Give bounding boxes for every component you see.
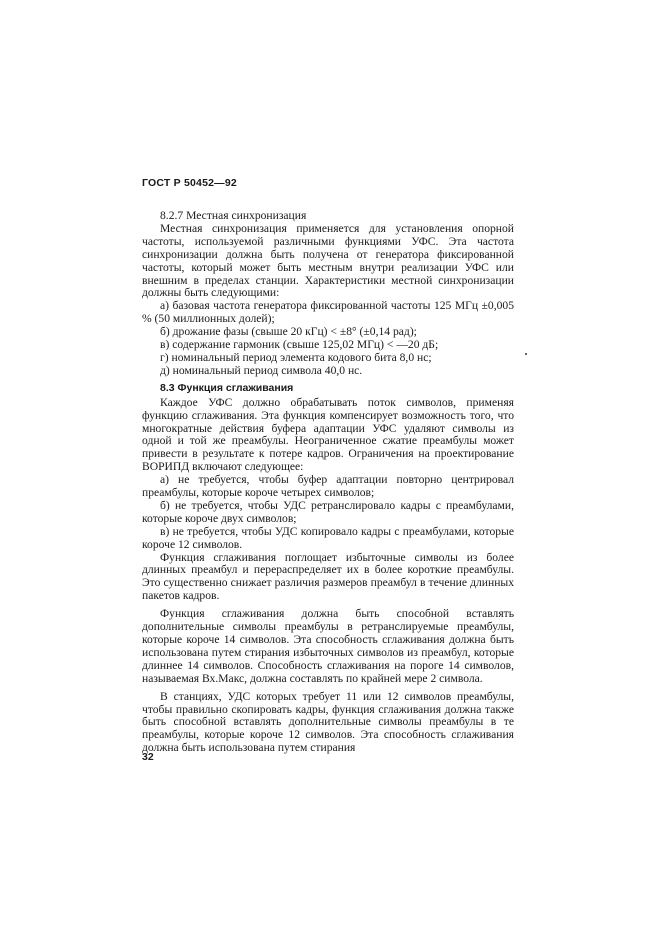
subsection-827-item-c: в) содержание гармоник (свыше 125,02 МГц) < —20 дБ; <box>160 338 439 352</box>
subsection-827-item-a: а) базовая частота генератора фиксированной частоты 125 МГц ±0,005 % (50 миллионных долей); <box>142 299 514 326</box>
subsection-827-item-e: д) номинальный период символа 40,0 нс. <box>160 363 363 377</box>
section-83-paragraph-3: В станциях, УДС которых требует 11 или 12 символов преамбулы, чтобы правильно скопировать кадры, функция сглаживания должна также быть способной вставлять дополнительные символы преамбулы в те преамбулы, которые короче 12 символов. Эта способность сглаживания должна быть использована путем стирания <box>142 689 514 755</box>
scan-speck <box>525 353 527 355</box>
subsection-827-paragraph: Местная синхронизация применяется для установления опорной частоты, используемой различными функциями УФС. Эта частота синхронизации должна быть получена от генератора фиксированной частоты, который может быть местным внутри реализации УФС или внешним в пределах станции. Характеристики местной синхронизации должны быть следующими: <box>142 221 514 300</box>
section-83-item-b: б) не требуется, чтобы УДС ретранслировало кадры с преамбулами, которые короче двух символов; <box>142 498 514 525</box>
document-code-header: ГОСТ Р 50452—92 <box>142 177 237 189</box>
subsection-827 <box>142 205 514 755</box>
subsection-827-item-b: б) дрожание фазы (свыше 20 кГц) < ±8° (±0,14 рад); <box>160 325 417 339</box>
section-83-paragraph-2: Функция сглаживания должна быть способной вставлять дополнительные символы преамбулы в ретранслируемые преамбулы, которые короче 14 символов. Эта способность сглаживания должна быть использована путем стирания избыточных символов из преамбул, которые длиннее 14 символов. Способность сглаживания на пороге 14 символов, называемая Вх.Макс, должна составлять по крайней мере 2 символа. <box>142 607 514 685</box>
section-83-title: 8.3 Функция сглаживания <box>160 381 294 394</box>
page-number: 32 <box>142 751 154 763</box>
subsection-827-title: 8.2.7 Местная синхронизация <box>160 209 307 222</box>
section-83-item-c: в) не требуется, чтобы УДС копировало кадры с преамбулами, которые короче 12 символов. <box>142 524 514 551</box>
subsection-827-item-d: г) номинальный период элемента кодового бита 8,0 нс; <box>160 350 432 364</box>
section-83-item-a: а) не требуется, чтобы буфер адаптации повторно центрировал преамбулы, которые короче четырех символов; <box>142 473 514 500</box>
section-83-paragraph-1: Функция сглаживания поглощает избыточные символы из более длинных преамбул и перераспределяет их в более короткие преамбулы. Это существенно снижает различия размеров преамбул в течение длинных пакетов кадров. <box>142 550 514 603</box>
section-83-intro: Каждое УФС должно обрабатывать поток символов, применяя функцию сглаживания. Эта функция компенсирует возможность того, что многократные действия буфера адаптации УФС удаляют символы из одной и той же преамбулы. Неограниченное сжатие преамбулы может привести в результате к потере кадров. Ограничения на проектирование ВОРИПД включают следующее: <box>142 395 514 474</box>
